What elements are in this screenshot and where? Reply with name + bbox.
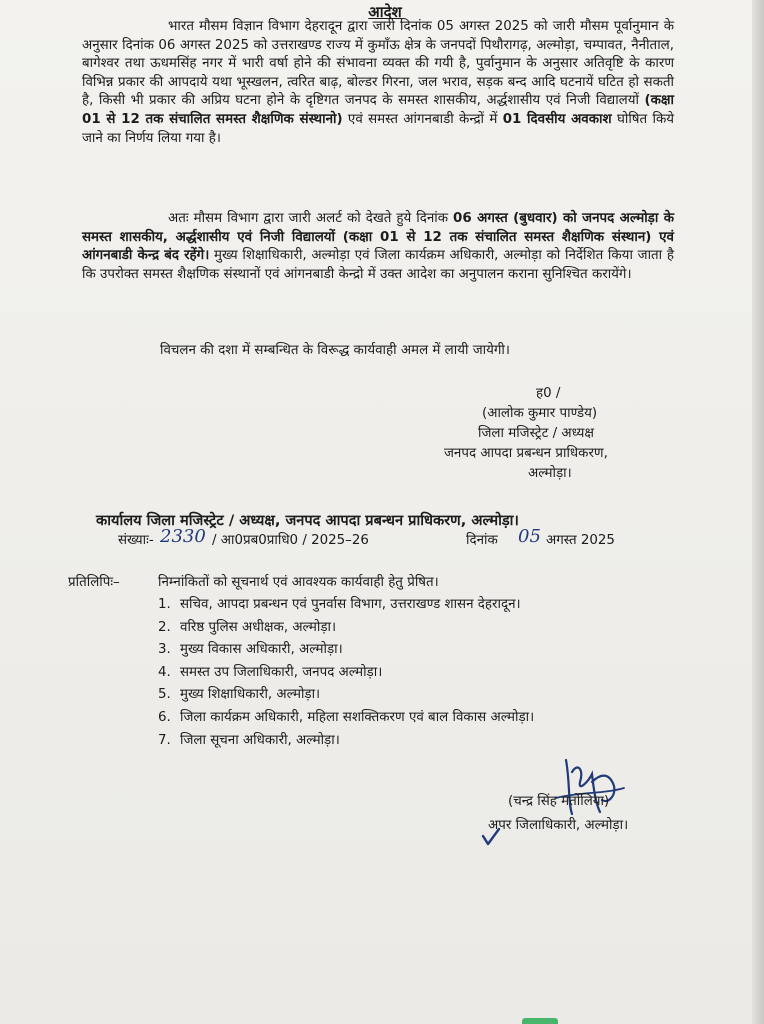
page-edge-shadow bbox=[752, 0, 764, 1024]
list-item-number: 1. bbox=[158, 597, 171, 612]
paragraph-order-start: अतः मौसम विभाग द्वारा जारी अलर्ट को देखते हुये दिनांक bbox=[168, 211, 449, 226]
copy-heading: प्रतिलिपिः– bbox=[68, 575, 120, 590]
green-tab-marker bbox=[522, 1018, 558, 1024]
holiday-bold: 01 दिवसीय अवकाश bbox=[502, 111, 612, 127]
reference-line bbox=[118, 526, 638, 552]
adm-name: (चन्द्र सिंह मर्तोलिया) bbox=[508, 794, 610, 809]
list-item-number: 2. bbox=[158, 619, 171, 635]
dm-authority: जनपद आपदा प्रबन्धन प्राधिकरण, bbox=[444, 446, 608, 461]
list-item bbox=[158, 617, 534, 640]
list-item bbox=[158, 662, 534, 685]
date-day: 05 bbox=[518, 526, 541, 547]
date-label: दिनांक bbox=[466, 533, 498, 548]
date-month-year: अगस्त 2025 bbox=[546, 533, 615, 548]
tick-mark-icon bbox=[480, 826, 502, 848]
list-item-text: जिला सूचना अधिकारी, अल्मोड़ा। bbox=[180, 732, 340, 748]
classes-range-bold: (कक्षा 01 से 12 तक संचालित समस्त शैक्षणिक संस्थानो) bbox=[82, 93, 674, 127]
paragraph-order-bold: 06 अगस्त (बुधवार) को जनपद अल्मोड़ा के समस्त शासकीय, अर्द्धशासीय एवं निजी विद्यालयों (कक्षा 01 से 12 तक संचालित समस्त शैक्षणिक संस्थान) एवं आंगनबाडी केन्द्र बंद रहेंगे। bbox=[82, 211, 674, 264]
reference-number: 2330 bbox=[160, 526, 206, 547]
paragraph-action: विचलन की दशा में सम्बन्धित के विरूद्ध कार्यवाही अमल में लायी जायेगी। bbox=[160, 343, 510, 358]
paragraph-forecast bbox=[82, 18, 674, 148]
signature-block-adm bbox=[470, 790, 690, 838]
paragraph-order bbox=[82, 210, 674, 284]
list-item-number: 3. bbox=[158, 642, 171, 658]
list-item-number: 6. bbox=[158, 709, 171, 725]
paragraph-forecast-text: भारत मौसम विज्ञान विभाग देहरादून द्वारा जारी दिनांक 05 अगस्त 2025 को जारी मौसम पूर्वानुमान के अनुसार दिनांक 06 अगस्त 2025 को उत्तराखण्ड राज्य में कुमाँऊ क्षेत्र के जनपदों पिथौरागढ़, अल्मोड़ा, चम्पावत, नैनीताल, बागेश्वर तथा ऊधमसिंह नगर में भारी वर्षा होने की संभावना व्यक्त की गयी है, पुर्वानुमान के अनुसार अतिवृष्टि के कारण विभिन्न प्रकार की आपदाये यथा भूस्खलन, त्वरित बाढ़, बोल्डर गिरना, जल भराव, सड़क बन्द आदि घटनायें घटित हो सकती है, किसी भी प्रकार की अप्रिय घटना होने के दृष्टिगत जनपद के समस्त शासकीय, अर्द्धशासीय एवं निजी विद्यालयों bbox=[82, 19, 674, 109]
order-title: आदेश bbox=[368, 3, 402, 21]
paragraph-forecast-end: घोषित किये जाने का निर्णय लिया गया है। bbox=[82, 111, 675, 146]
copy-list bbox=[158, 594, 534, 752]
list-item-text: मुख्य विकास अधिकारी, अल्मोड़ा। bbox=[180, 642, 343, 658]
office-line: कार्यालय जिला मजिस्ट्रेट / अध्यक्ष, जनपद आपदा प्रबन्धन प्राधिकरण, अल्मोड़ा। bbox=[96, 512, 519, 529]
list-item-text: मुख्य शिक्षाधिकारी, अल्मोड़ा। bbox=[180, 687, 321, 703]
sign-mark: ह0 / bbox=[536, 386, 561, 401]
list-item bbox=[158, 707, 534, 730]
list-item bbox=[158, 594, 534, 617]
copy-intro: निम्नांकितों को सूचनार्थ एवं आवश्यक कार्यवाही हेतु प्रेषित। bbox=[158, 575, 439, 590]
dm-designation: जिला मजिस्ट्रेट / अध्यक्ष bbox=[478, 426, 594, 441]
list-item-number: 5. bbox=[158, 687, 171, 703]
list-item-number: 7. bbox=[158, 732, 171, 748]
dm-name: (आलोक कुमार पाण्डेय) bbox=[482, 406, 598, 421]
adm-designation: अपर जिलाधिकारी, अल्मोड़ा। bbox=[488, 818, 629, 833]
list-item-number: 4. bbox=[158, 664, 171, 680]
list-item bbox=[158, 639, 534, 662]
paragraph-forecast-mid: एवं समस्त आंगनबाडी केन्द्रों में bbox=[347, 111, 498, 127]
list-item-text: जिला कार्यक्रम अधिकारी, महिला सशक्तिकरण एवं बाल विकास अल्मोड़ा। bbox=[180, 709, 535, 725]
list-item-text: समस्त उप जिलाधिकारी, जनपद अल्मोड़ा। bbox=[180, 664, 383, 680]
list-item bbox=[158, 730, 534, 753]
reference-label: संख्याः- bbox=[118, 533, 154, 548]
list-item bbox=[158, 684, 534, 707]
signature-block-dm bbox=[440, 384, 670, 484]
paragraph-order-end: मुख्य शिक्षाधिकारी, अल्मोड़ा एवं जिला कार्यक्रम अधिकारी, अल्मोड़ा को निर्देशित किया जाता है कि उपरोक्त समस्त शैक्षणिक संस्थानों एवं आंगनबाडी केन्द्रो में उक्त आदेश का अनुपालन कराना सुनिश्चित करायेंगे। bbox=[82, 248, 674, 282]
list-item-text: वरिष्ठ पुलिस अधीक्षक, अल्मोड़ा। bbox=[180, 619, 337, 635]
reference-suffix: / आ0प्रब0प्राधि0 / 2025–26 bbox=[212, 533, 369, 548]
list-item-text: सचिव, आपदा प्रबन्धन एवं पुनर्वास विभाग, उत्तराखण्ड शासन देहरादून। bbox=[180, 597, 521, 612]
dm-place: अल्मोड़ा। bbox=[528, 466, 572, 481]
